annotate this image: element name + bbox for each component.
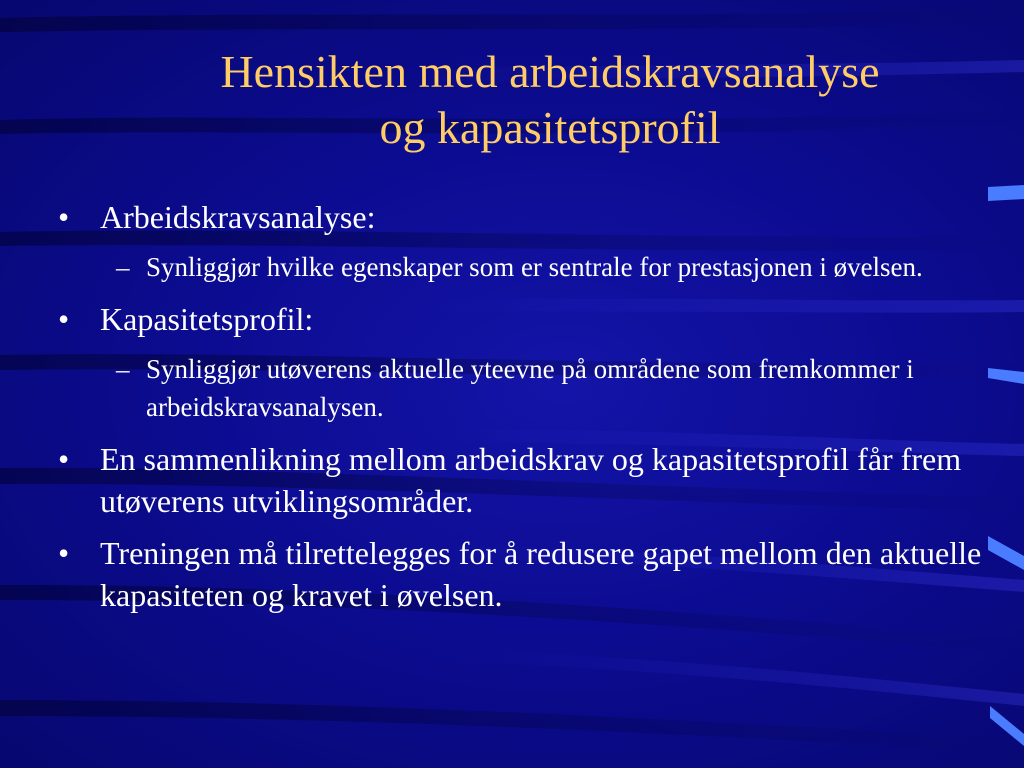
bullet-dot-icon: • [58, 441, 70, 477]
bullet-item-2 [58, 298, 988, 340]
bullet-text: En sammenlikning mellom arbeidskrav og kapasitetsprofil får frem utøverens utviklingsområder. [100, 441, 962, 519]
sub-text: Synliggjør utøverens aktuelle yteevne på områdene som fremkommer i arbeidskravsanalysen. [146, 354, 914, 422]
bullet-list [58, 196, 988, 626]
bullet-text: Arbeidskravsanalyse: [100, 199, 376, 235]
slide-title [100, 44, 1000, 156]
bullet-dot-icon: • [58, 301, 70, 337]
bullet-item-4 [58, 532, 988, 616]
dash-icon: – [116, 354, 130, 384]
title-line-2: og kapasitetsprofil [379, 102, 721, 153]
title-line-1: Hensikten med arbeidskravsanalyse [220, 46, 880, 97]
bullet-text: Treningen må tilrettelegges for å redusere gapet mellom den aktuelle kapasiteten og kravet i øvelsen. [100, 535, 982, 613]
edge-accent-1 [988, 185, 1024, 201]
sub-item-2 [58, 350, 988, 426]
edge-accent-3 [988, 536, 1024, 570]
bullet-item-1 [58, 196, 988, 238]
bullet-item-3 [58, 438, 988, 522]
bullet-dot-icon: • [58, 199, 70, 235]
sub-item-1 [58, 248, 988, 286]
dash-icon: – [116, 252, 130, 282]
bullet-text: Kapasitetsprofil: [100, 301, 314, 337]
bullet-dot-icon: • [58, 535, 70, 571]
sub-text: Synliggjør hvilke egenskaper som er sentrale for prestasjonen i øvelsen. [146, 252, 923, 282]
